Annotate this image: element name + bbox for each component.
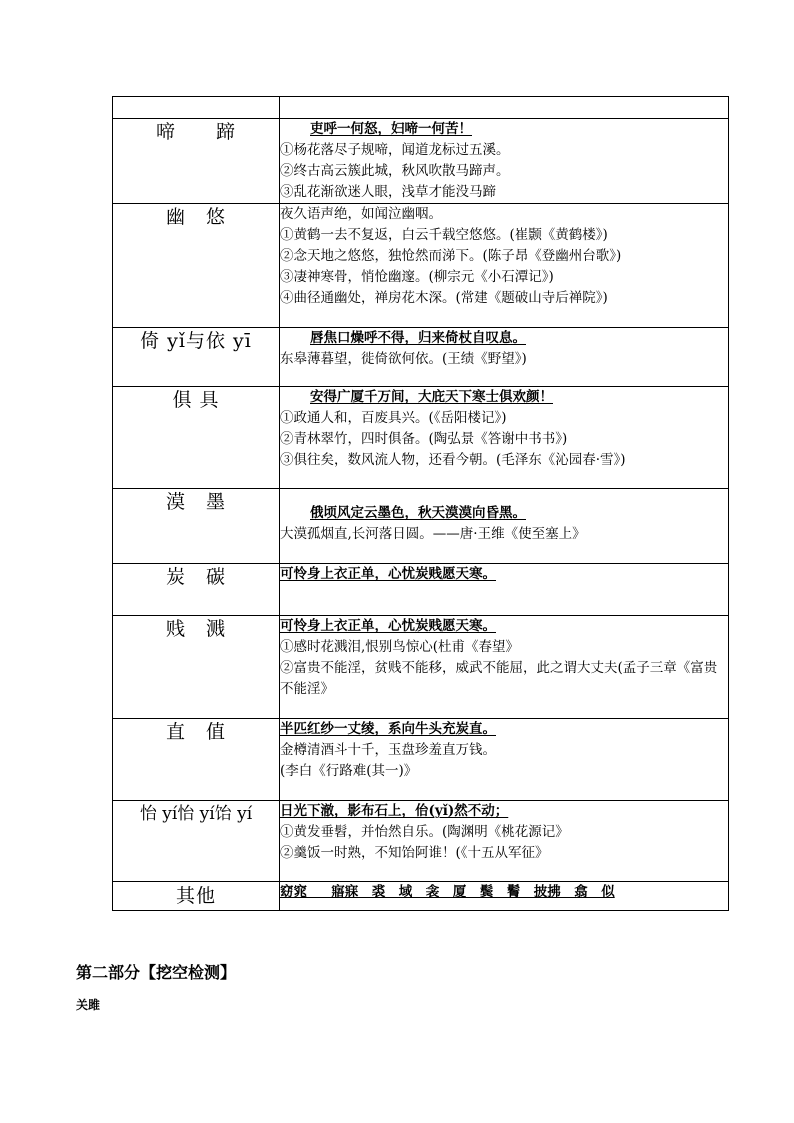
keyword-cell: 倚 yǐ与依 yī <box>113 328 280 387</box>
keyword-cell: 怡 yí怡 yí饴 yí <box>113 801 280 882</box>
headline-sentence: 可怜身上衣正单，心忧炭贱愿天寒。 <box>280 618 496 634</box>
content-cell <box>280 387 729 489</box>
example-line: ③凄神寒骨，悄怆幽邃。(柳宗元《小石潭记》) <box>280 269 554 285</box>
poem-title: 关雎 <box>76 998 101 1012</box>
example-line: ①杨花落尽子规啼，闻道龙标过五溪。 <box>280 142 510 158</box>
table-row <box>113 564 729 616</box>
keyword-cell: 直 值 <box>113 719 280 801</box>
example-line: ①黄发垂髫，并怡然自乐。(陶渊明《桃花源记》 <box>280 824 569 840</box>
table-row <box>113 801 729 882</box>
vocabulary-table <box>112 96 729 911</box>
other-words: 窈窕 寤寐 裘 域 衾 厦 鬓 鬌 披拂 翕 似 <box>280 884 615 900</box>
content-cell <box>280 616 729 719</box>
table-row <box>113 97 729 119</box>
headline-sentence: 安得广厦千万间，大庇天下寒士俱欢颜！ <box>310 389 553 405</box>
content-cell <box>280 328 729 387</box>
content-cell <box>280 564 729 616</box>
content-cell <box>280 119 729 204</box>
example-line: ②青林翠竹，四时俱备。(陶弘景《答谢中书书》) <box>280 431 568 447</box>
content-cell <box>280 719 729 801</box>
example-line: ③乱花渐欲迷人眼，浅草才能没马蹄 <box>280 184 496 200</box>
table-row <box>113 616 729 719</box>
keyword-cell: 啼 蹄 <box>113 119 280 204</box>
example-line: ①感时花溅泪,恨别鸟惊心(杜甫《春望》 <box>280 639 520 655</box>
headline-sentence: 唇焦口燥呼不得，归来倚杖自叹息。 <box>310 330 526 346</box>
table-row <box>113 882 729 911</box>
table-row <box>113 204 729 328</box>
keyword-cell: 其他 <box>113 882 280 911</box>
table-row <box>113 489 729 564</box>
example-line: 东皋薄暮望，徙倚欲何依。(王绩《野望》) <box>280 351 527 367</box>
example-line: 金樽清酒斗十千，玉盘珍羞直万钱。 <box>280 742 496 758</box>
content-cell <box>280 882 729 911</box>
keyword-cell: 炭 碳 <box>113 564 280 616</box>
table-row <box>113 719 729 801</box>
section-title: 第二部分【挖空检测】 <box>76 963 237 982</box>
example-line: 夜久语声绝，如闻泣幽咽。 <box>280 206 442 222</box>
example-line: 大漠孤烟直,长河落日圆。——唐·王维《使至塞上》 <box>280 526 586 542</box>
example-line: ②富贵不能淫，贫贱不能移，威武不能屈，此之谓大丈夫(孟子三章《富贵不能淫》 <box>280 660 718 697</box>
keyword-cell: 贱 溅 <box>113 616 280 719</box>
example-line: ①黄鹤一去不复返，白云千载空悠悠。(崔颢《黄鹤楼》) <box>280 227 608 243</box>
example-line: ②羹饭一时熟，不知饴阿谁！(《十五从军征》 <box>280 845 549 861</box>
keyword-cell: 漠 墨 <box>113 489 280 564</box>
headline-sentence: 吏呼一何怒，妇啼一何苦！ <box>310 121 472 137</box>
table-row <box>113 328 729 387</box>
example-line: ②念天地之悠悠，独怆然而涕下。(陈子昂《登幽州台歌》) <box>280 248 622 264</box>
keyword-cell: 俱 具 <box>113 387 280 489</box>
example-line: ④曲径通幽处，禅房花木深。(常建《题破山寺后禅院》) <box>280 290 608 306</box>
table-row <box>113 119 729 204</box>
headline-sentence: 可怜身上衣正单，心忧炭贱愿天寒。 <box>280 566 496 582</box>
content-cell <box>280 489 729 564</box>
example-line: ②终古高云簇此城，秋风吹散马蹄声。 <box>280 163 510 179</box>
example-line: ③俱往矣，数风流人物，还看今朝。(毛泽东《沁园春·雪》) <box>280 452 626 468</box>
headline-sentence: 俄顷风定云墨色，秋天漠漠向昏黑。 <box>310 505 526 521</box>
content-cell <box>280 97 729 119</box>
table-row <box>113 387 729 489</box>
example-line: ①政通人和，百废具兴。(《岳阳楼记》) <box>280 410 507 426</box>
content-cell <box>280 801 729 882</box>
keyword-cell <box>113 97 280 119</box>
headline-sentence: 日光下澈，影布石上，佁(yǐ)然不动； <box>280 803 509 819</box>
keyword-cell: 幽 悠 <box>113 204 280 328</box>
example-line: (李白《行路难(其一)》 <box>280 763 418 779</box>
headline-sentence: 半匹红纱一丈绫，系向牛头充炭直。 <box>280 721 496 737</box>
content-cell <box>280 204 729 328</box>
